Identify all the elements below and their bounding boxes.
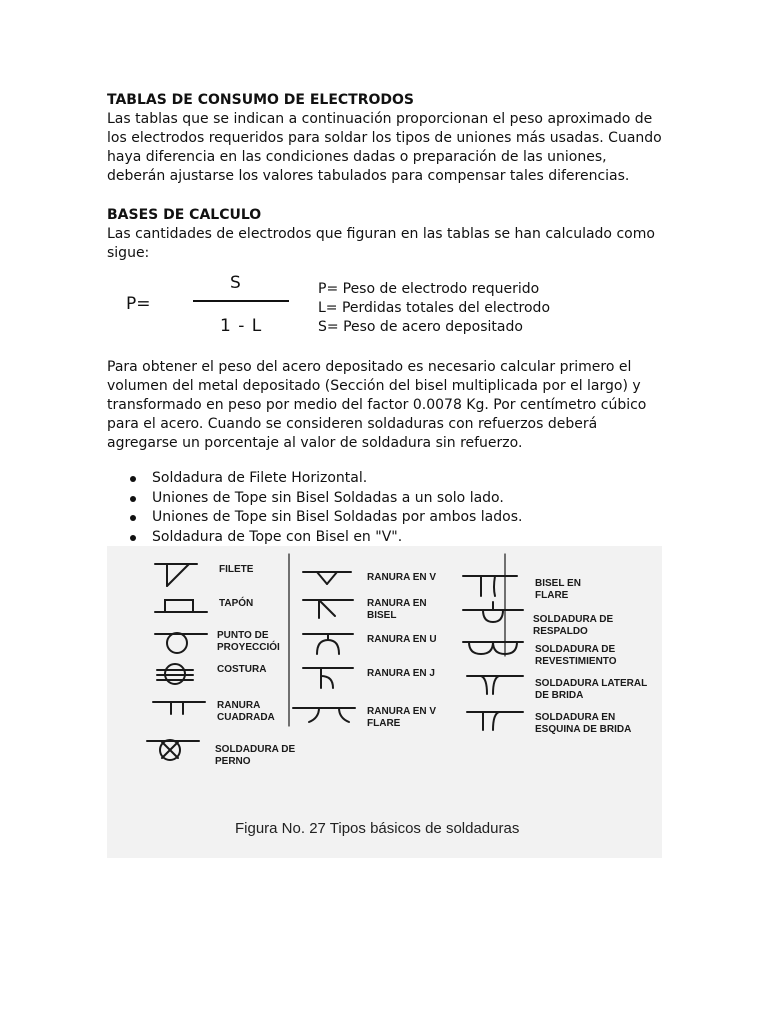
intro-line: deberán ajustarse los valores tabulados para compensar tales diferencias. bbox=[107, 168, 630, 184]
ranura-bisel-symbol-icon bbox=[303, 600, 353, 618]
list-item bbox=[130, 469, 522, 489]
symbol-label: SOLDADURA DE PERNO bbox=[215, 744, 296, 767]
symbol-label: SOLDADURA LATERAL DE BRIDA bbox=[535, 678, 648, 701]
soldadura-revestimiento-symbol-icon bbox=[463, 642, 523, 654]
list-item bbox=[130, 489, 522, 509]
filete-symbol-icon bbox=[155, 564, 197, 586]
list-item-text: Uniones de Tope sin Bisel Soldadas por ambos lados. bbox=[152, 509, 523, 525]
soldadura-perno-symbol-icon bbox=[147, 740, 199, 760]
bullet-icon bbox=[130, 535, 136, 541]
method-line: para el acero. Cuando se consideren soldaduras con refuerzos deberá bbox=[107, 416, 598, 432]
symbol-label: SOLDADURA DE RESPALDO bbox=[533, 614, 614, 637]
symbol-label: FILETE bbox=[219, 564, 254, 575]
bases-line: sigue: bbox=[107, 245, 150, 261]
symbol-label: RANURA CUADRADA bbox=[217, 700, 275, 723]
symbol-label: RANURA EN BISEL bbox=[367, 598, 427, 621]
costura-symbol-icon bbox=[157, 664, 193, 684]
definition-item: L= Perdidas totales del electrodo bbox=[318, 300, 551, 316]
symbol-label: TAPÓN bbox=[219, 598, 254, 609]
ranura-u-symbol-icon bbox=[303, 634, 353, 654]
ranura-j-symbol-icon bbox=[303, 668, 353, 688]
symbol-label: RANURA EN V FLARE bbox=[367, 706, 437, 729]
punto-proyeccion-symbol-icon bbox=[155, 633, 207, 653]
symbol-label: COSTURA bbox=[217, 664, 267, 675]
formula-denominator: 1 - L bbox=[220, 316, 263, 336]
symbol-label: BISEL EN FLARE bbox=[535, 578, 581, 601]
symbol-label: RANURA EN J bbox=[367, 668, 435, 679]
formula-numerator: S bbox=[230, 273, 241, 293]
symbol-label: RANURA EN V bbox=[367, 572, 437, 583]
bisel-flare-symbol-icon bbox=[463, 576, 517, 596]
list-item-text: Uniones de Tope sin Bisel Soldadas a un solo lado. bbox=[152, 489, 504, 506]
list-item bbox=[130, 508, 522, 528]
bases-heading: BASES DE CALCULO bbox=[107, 207, 262, 223]
formula-definitions bbox=[318, 280, 550, 337]
method-line: volumen del metal depositado (Sección del bisel multiplicada por el largo) y bbox=[107, 378, 641, 394]
fraction-bar bbox=[193, 300, 289, 302]
symbol-label: SOLDADURA DE REVESTIMIENTO bbox=[535, 644, 617, 667]
tapon-symbol-icon bbox=[155, 600, 207, 612]
method-line: Para obtener el peso del acero depositado es necesario calcular primero el bbox=[107, 359, 632, 375]
list-item-text: Soldadura de Filete Horizontal. bbox=[152, 470, 368, 486]
intro-line: los electrodos requeridos para soldar los tipos de uniones más usadas. Cuando bbox=[107, 130, 662, 146]
bullet-icon bbox=[130, 496, 136, 502]
bullet-list bbox=[130, 469, 522, 547]
welding-symbols-figure bbox=[107, 546, 662, 858]
intro-line: haya diferencia en las condiciones dadas o preparación de las uniones, bbox=[107, 149, 607, 165]
bases-paragraph bbox=[107, 225, 667, 263]
bullet-icon bbox=[130, 515, 136, 521]
intro-paragraph bbox=[107, 110, 667, 186]
method-paragraph bbox=[107, 358, 667, 453]
formula-lhs: P= bbox=[126, 294, 151, 314]
bullet-icon bbox=[130, 476, 136, 482]
symbol-label: RANURA EN U bbox=[367, 634, 437, 645]
definition-item: P= Peso de electrodo requerido bbox=[318, 281, 540, 297]
intro-line: Las tablas que se indican a continuación proporcionan el peso aproximado de bbox=[107, 111, 653, 127]
method-line: transformado en peso por medio del factor 0.0078 Kg. Por centímetro cúbico bbox=[107, 397, 647, 413]
soldadura-respaldo-symbol-icon bbox=[463, 602, 523, 622]
method-line: agregarse un porcentaje al valor de soldadura sin refuerzo. bbox=[107, 435, 523, 451]
list-item bbox=[130, 528, 522, 548]
soldadura-lateral-brida-symbol-icon bbox=[467, 676, 523, 694]
ranura-v-symbol-icon bbox=[303, 572, 351, 584]
list-item-text: Soldadura de Tope con Bisel en "V". bbox=[152, 528, 403, 545]
ranura-v-flare-symbol-icon bbox=[293, 708, 355, 722]
definition-item: S= Peso de acero depositado bbox=[318, 319, 523, 335]
symbol-label: SOLDADURA EN ESQUINA DE BRIDA bbox=[535, 712, 632, 735]
symbol-label: PUNTO DE PROYECCIÓI bbox=[217, 630, 280, 653]
figure-caption: Figura No. 27 Tipos básicos de soldaduras bbox=[235, 820, 520, 837]
soldadura-esquina-brida-symbol-icon bbox=[467, 712, 523, 730]
document-title: TABLAS DE CONSUMO DE ELECTRODOS bbox=[107, 92, 415, 108]
bases-line: Las cantidades de electrodos que figuran en las tablas se han calculado como bbox=[107, 226, 655, 242]
ranura-cuadrada-symbol-icon bbox=[153, 702, 205, 714]
